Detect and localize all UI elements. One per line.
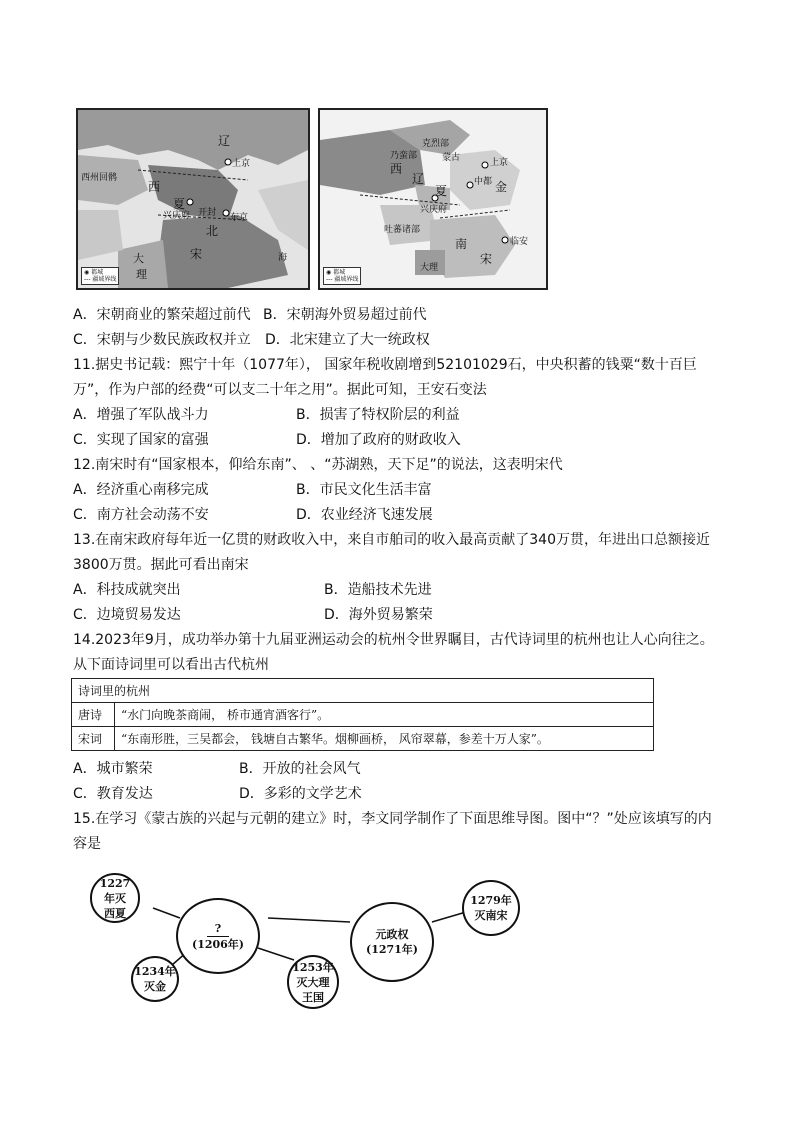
- map-left-label: 上京: [232, 159, 251, 169]
- q13-option-c: C．边境贸易发达: [73, 607, 181, 623]
- map-left-label: 北: [206, 224, 219, 238]
- mindmap-center-year: (1206年): [191, 937, 245, 951]
- map-right-label: 宋: [480, 252, 493, 266]
- q11-option-b: B．损害了特权阶层的利益: [296, 407, 460, 423]
- q13-option-d: D．海外贸易繁荣: [324, 607, 433, 623]
- map-right-label: 乃蛮部: [390, 151, 418, 161]
- map-right-label: 夏: [435, 184, 448, 198]
- q12-stem: 12.南宋时有“国家根本，仰给东南”、 、“苏湖熟，天下足”的说法，这表明宋代: [73, 457, 563, 473]
- q12-option-d: D．农业经济飞速发展: [296, 507, 433, 523]
- map-right-label: 辽: [412, 172, 425, 186]
- map-left-label: 兴庆府: [163, 211, 191, 221]
- map-southern-song-jin-xixia: [318, 108, 548, 290]
- q13-stem-line-2: 3800万贯。据此可看出南宋: [73, 557, 249, 573]
- map-right-label: 中都: [474, 177, 493, 187]
- mindmap-node-dali: 1253年 灭大理 王国: [287, 955, 339, 1009]
- q11-option-a: A．增强了军队战斗力: [73, 407, 209, 423]
- q10-option-d: D．北宋建立了大一统政权: [265, 332, 430, 348]
- map-right-label: 克烈部: [422, 139, 450, 149]
- q13-option-b: B．造船技术先进: [324, 582, 432, 598]
- q15-stem-line-1: 15.在学习《蒙古族的兴起与元朝的建立》时，李文同学制作了下面思维导图。图中“？”处应该填写的内: [73, 811, 712, 827]
- table-cell-dynasty: 唐诗: [72, 703, 115, 727]
- map-right-label: 兴庆府: [420, 205, 448, 215]
- q11-option-c: C．实现了国家的富强: [73, 432, 209, 448]
- q11-option-d: D．增加了政府的财政收入: [296, 432, 461, 448]
- map-right-label: 金: [495, 180, 508, 194]
- q12-option-c: C．南方社会动荡不安: [73, 507, 209, 523]
- q14-option-b: B．开放的社会风气: [239, 761, 361, 777]
- q12-option-b: B．市民文化生活丰富: [296, 482, 432, 498]
- table-row: [72, 727, 654, 751]
- map-right-label: 大理: [420, 263, 439, 273]
- map-right-label: 南: [455, 237, 468, 251]
- q13-option-a: A．科技成就突出: [73, 582, 181, 598]
- map-northern-song-liao-xixia: [76, 108, 310, 290]
- map-left-label: 宋: [190, 247, 203, 261]
- map-left-label: 西州回鹘: [81, 173, 118, 183]
- map-left-label: 夏: [173, 197, 186, 211]
- mindmap-node-yuan: 元政权 (1271年): [350, 902, 434, 982]
- mindmap-node-center: [176, 898, 260, 974]
- q11-stem-line-2: 万”，作为户部的经费“可以支二十年之用”。据此可知，王安石变法: [73, 382, 487, 398]
- q14-option-d: D．多彩的文学艺术: [239, 786, 362, 802]
- mindmap-node-nansong: 1279年 灭南宋: [462, 880, 520, 936]
- map-right-legend: ◉ 都城 --- 疆域界线: [323, 267, 361, 285]
- mindmap-center-question: ?: [207, 921, 229, 937]
- q15-stem-line-2: 容是: [73, 836, 101, 852]
- table-cell-dynasty: 宋词: [72, 727, 115, 751]
- map-left-label: 大: [133, 252, 144, 265]
- map-left-label: 西: [148, 180, 161, 194]
- table-header: 诗词里的杭州: [72, 679, 654, 703]
- map-left-label: 理: [136, 268, 147, 281]
- q13-stem-line-1: 13.在南宋政府每年近一亿贯的财政收入中，来自市舶司的收入最高贡献了340万贯，年进出口总额接近: [73, 532, 710, 548]
- q14-option-a: A．城市繁荣: [73, 761, 153, 777]
- table-header-row: [72, 679, 654, 703]
- map-right-label: 蒙古: [442, 153, 461, 163]
- hangzhou-poetry-table: [71, 678, 654, 751]
- map-left-legend: ◉ 都城 --- 疆域界线: [81, 267, 119, 285]
- q10-option-b: B．宋朝海外贸易超过前代: [263, 307, 427, 323]
- map-left-label: 辽: [218, 134, 231, 148]
- table-row: [72, 703, 654, 727]
- q14-stem-line-2: 从下面诗词里可以看出古代杭州: [73, 657, 269, 673]
- map-right-label: 吐蕃诸部: [384, 225, 421, 235]
- map-left-label: 东京: [230, 213, 249, 223]
- q14-option-c: C．教育发达: [73, 786, 153, 802]
- q10-option-c: C．宋朝与少数民族政权并立: [73, 332, 251, 348]
- q11-stem-line-1: 11.据史书记载：熙宁十年（1077年）， 国家年税收剧增到52101029石，中央积蓄的钱粟“数十百巨: [73, 357, 697, 373]
- map-left-label: 开封: [198, 208, 217, 218]
- q12-option-a: A．经济重心南移完成: [73, 482, 209, 498]
- q14-stem-line-1: 14.2023年9月，成功举办第十九届亚洲运动会的杭州令世界瞩目，古代诗词里的杭州也让人心向往之。: [73, 632, 714, 648]
- q10-option-a: A．宋朝商业的繁荣超过前代: [73, 307, 251, 323]
- table-cell-poem: “东南形胜，三吴都会， 钱塘自古繁华。烟柳画桥， 风帘翠幕，参差十万人家”。: [115, 727, 654, 751]
- map-right-label: 西: [390, 162, 403, 176]
- table-cell-poem: “水门向晚茶商闹， 桥市通宵酒客行”。: [115, 703, 654, 727]
- mindmap-node-xixia: 1227 年灭 西夏: [90, 873, 140, 923]
- map-left-label: 海: [278, 253, 288, 263]
- mindmap-node-jin: 1234年 灭金: [131, 956, 179, 1002]
- map-right-label: 上京: [490, 158, 509, 168]
- map-right-label: 临安: [510, 237, 529, 247]
